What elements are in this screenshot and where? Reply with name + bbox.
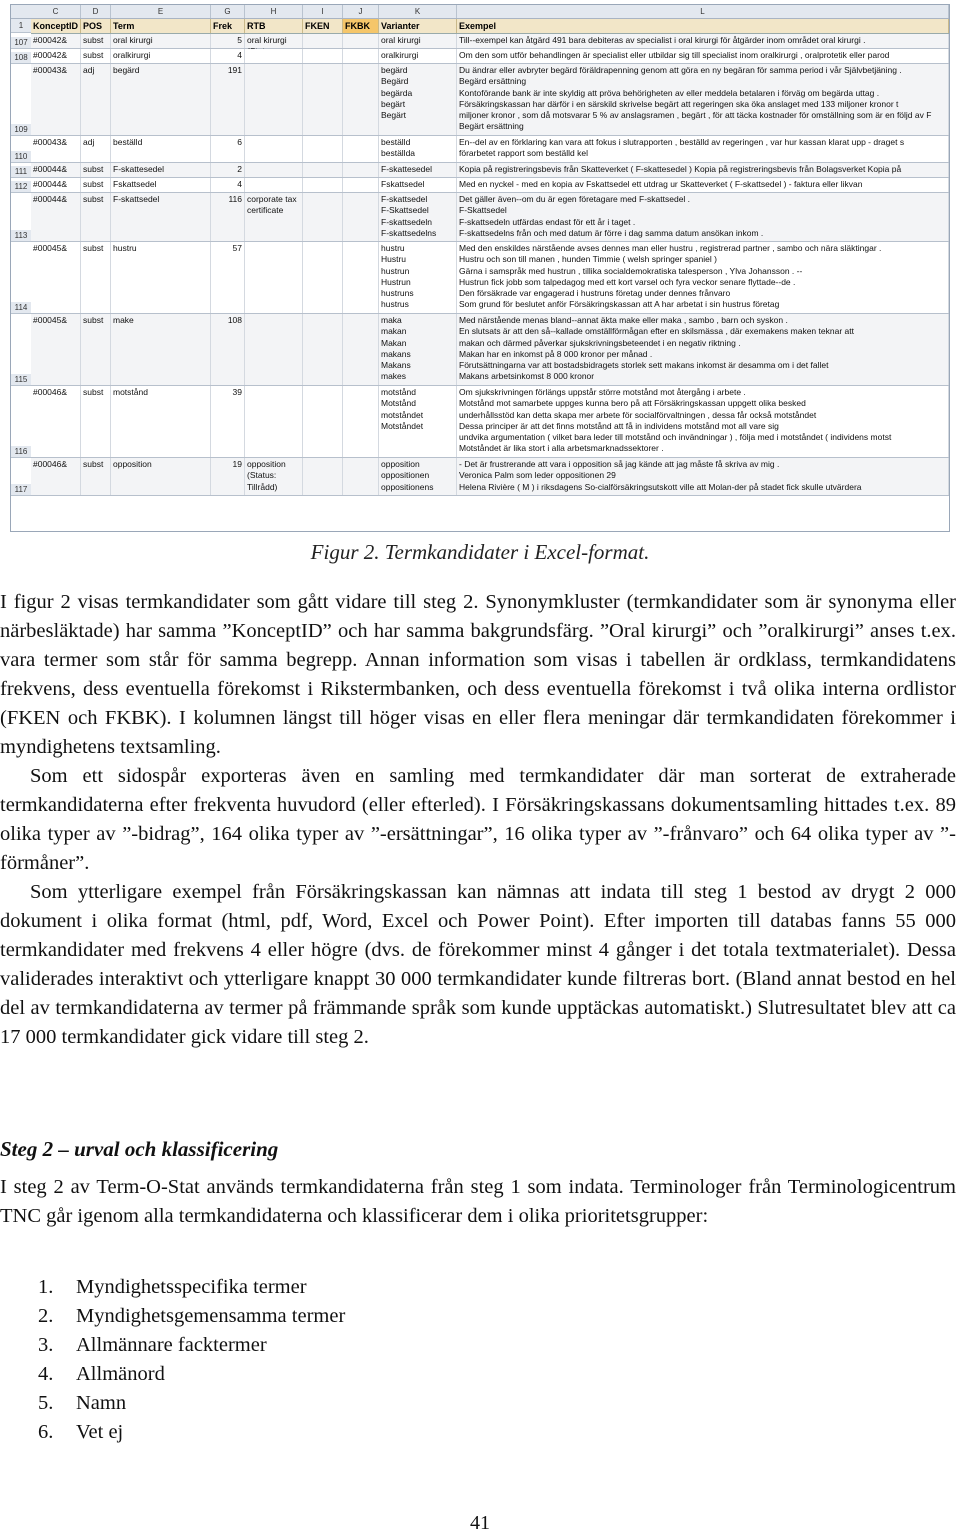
cell-line: Det gäller även--om du är egen företagare med F-skattsedel . (459, 194, 691, 204)
cell-line: En slutsats är att den så--kallade omställförmågan efter en skilsmässa , där exemakens maken teknar att (459, 326, 854, 337)
table-cell (343, 178, 379, 192)
cell-line: Till--exempel kan åtgärd 491 bara debiteras av specialist i oral kirurgi för åtgärder inom området oral kirurgi . (459, 35, 866, 45)
column-letter: K (379, 5, 457, 18)
table-row (31, 49, 949, 64)
table-cell: opposition (111, 458, 211, 495)
table-cell: begärd (111, 64, 211, 135)
table-cell (457, 242, 949, 313)
table-row (31, 386, 949, 458)
cell-line: makans (381, 348, 411, 359)
row-number: 109 (11, 124, 31, 136)
paragraph: I steg 2 av Term-O-Stat används termkandidaterna från steg 1 som indata. Terminologer från Terminologicentrum TNC går igenom alla termkandidaterna och klassificerar dem i olika prioritetsgrupper: (0, 1176, 956, 1227)
cell-line: hustru (381, 243, 405, 253)
cell-line: Helena Rivière ( M ) i riksdagens So-cialförsäkringsutskott ville att Molan-der på stadet fick skulle utvärdera (459, 481, 862, 492)
table-cell (379, 242, 457, 313)
table-cell (379, 163, 457, 177)
column-header: Frek (211, 19, 245, 33)
column-letter: L (457, 5, 949, 18)
table-cell (457, 458, 949, 495)
cell-line: oppositionen (381, 470, 430, 481)
table-cell: 191 (211, 64, 245, 135)
table-cell (245, 178, 303, 192)
cell-line: underhållsstöd kan detta skapa mer arbete för socialförvaltningen , dessa får också motståndet (459, 409, 817, 420)
list-item: 4. Allmänord (38, 1363, 165, 1385)
column-header: KonceptID (31, 19, 81, 33)
cell-line: maka (381, 315, 402, 325)
table-cell (245, 64, 303, 135)
table-cell (245, 314, 303, 385)
column-letter: H (245, 5, 303, 18)
table-cell (343, 34, 379, 48)
table-cell: subst (81, 386, 111, 457)
table-cell (303, 242, 343, 313)
list-item: 5. Namn (38, 1392, 127, 1414)
table-cell (457, 386, 949, 457)
table-cell (343, 163, 379, 177)
table-cell (379, 34, 457, 48)
excel-figure (10, 4, 950, 532)
paragraph: Som ett sidospår exporteras även en samling med termkandidater där man sorterat de extraherade termkandidaterna efter frekventa huvudord (eller efterled). I Försäkringskassans dokumentsamling hittades t.ex. 89 olika typer av ”-bidrag”, 164 olika typer av ”-ersättningar”, 16 olika typer av ”-frånvaro” och 64 olika typer av ”-förmåner”. (0, 765, 956, 874)
body-text (0, 588, 956, 1052)
column-letter: J (343, 5, 379, 18)
column-header: POS (81, 19, 111, 33)
cell-line: Kontoförande bank är inte skyldig att pröva behörigheten av eller meddela betalaren i förväg om begärda uttag . (459, 87, 880, 98)
table-cell (245, 136, 303, 162)
row-number: 116 (11, 446, 31, 458)
cell-line: Motståndet (381, 420, 424, 431)
cell-line: opposition (381, 459, 420, 469)
table-row (31, 242, 949, 314)
table-cell (245, 386, 303, 457)
table-row (31, 193, 949, 242)
page-number: 41 (470, 1512, 490, 1534)
cell-line: Motstånd mot samarbete uppges kunna bero på att Försäkringskassan uppgett olika besked (459, 398, 806, 409)
table-cell: #00046& (31, 386, 81, 457)
table-cell: F-skattsedel (111, 193, 211, 241)
cell-line: Hustrun fick jobb som talpedagog med ett kort varsel och fyra veckor senare flyttade--de . (459, 276, 796, 287)
cell-line: F-skattsedel (381, 194, 428, 204)
table-cell (303, 386, 343, 457)
cell-line: Som grund för beslutet anför Försäkringskassan att A har arbetat i sin hustrus företag (459, 299, 780, 310)
table-cell: subst (81, 242, 111, 313)
table-cell (303, 136, 343, 162)
table-cell: #00045& (31, 242, 81, 313)
cell-line: Begärt (381, 110, 407, 121)
table-cell: subst (81, 34, 111, 48)
table-cell: beställd (111, 136, 211, 162)
row-number: 107 (11, 37, 31, 49)
row-number: 112 (11, 181, 31, 193)
cell-line: Kopia på registreringsbevis från Skatteverket ( F-skattesedel ) Kopia på registreringsbevis från Bolagsverket Kopia på (459, 164, 902, 174)
row-number: 117 (11, 484, 31, 496)
section-heading: Steg 2 – urval och klassificering (0, 1137, 279, 1161)
table-row (31, 314, 949, 386)
cell-line: motståndet (381, 409, 424, 420)
cell-line: Om den som utför behandlingen är specialist eller utbildar sig till specialist inom oralkirurgi , oralprotetik eller parod (459, 50, 890, 60)
table-cell: 6 (211, 136, 245, 162)
table-cell (379, 64, 457, 135)
cell-line: hustruns (381, 288, 414, 299)
table-cell (457, 178, 949, 192)
table-cell (343, 136, 379, 162)
cell-line: Makans arbetsinkomst 8 000 kronor (459, 371, 595, 382)
cell-line: Makan har en inkomst på 8 000 kronor per månad . (459, 348, 653, 359)
table-cell (379, 178, 457, 192)
table-cell (379, 386, 457, 457)
cell-line: Makans (381, 360, 411, 371)
row-number: 108 (11, 52, 31, 64)
column-letter-header (11, 5, 949, 19)
cell-line: hustrun (381, 265, 410, 276)
cell-line: begärt (381, 98, 406, 109)
table-cell: subst (81, 314, 111, 385)
column-letter: D (81, 5, 111, 18)
table-cell: 116 (211, 193, 245, 241)
table-row (31, 64, 949, 136)
cell-line: begärd (381, 65, 408, 75)
table-cell (379, 193, 457, 241)
table-cell (303, 34, 343, 48)
cell-line: Makan (381, 337, 407, 348)
table-cell (343, 242, 379, 313)
cell-line: beställda (381, 148, 416, 159)
cell-line: förarbetet rapport som beställd kel (459, 148, 588, 159)
table-cell (457, 163, 949, 177)
row-number: 115 (11, 374, 31, 386)
table-cell (379, 314, 457, 385)
table-cell (343, 458, 379, 495)
column-header: RTB (245, 19, 303, 33)
cell-line: Med en nyckel - med en kopia av Fskattsedel ett utdrag ur Skatteverket ( F-skattsedel ) - faktura eller likvan (459, 179, 863, 189)
table-cell (303, 64, 343, 135)
table-cell (457, 314, 949, 385)
table-header-row (31, 19, 949, 34)
cell-line: F-skattesedel (381, 164, 433, 174)
cell-line: Begärd (381, 76, 409, 87)
table-cell (245, 163, 303, 177)
table-cell: hustru (111, 242, 211, 313)
table-cell (457, 193, 949, 241)
row-number: 110 (11, 151, 31, 163)
table-row (31, 136, 949, 163)
table-cell: #00046& (31, 458, 81, 495)
cell-line: F-skattsedelns (381, 227, 437, 238)
cell-line: F-Skattsedel (381, 205, 429, 216)
table-cell (245, 49, 303, 63)
paragraph: Som ytterligare exempel från Försäkringskassan kan nämnas att indata till steg 1 bestod av drygt 2 000 dokument i olika format (html, pdf, Word, Excel och Power Point). Efter importen till databas fanns 55 000 termkandidater med frekvens 4 eller högre (dvs. de förekommer minst 4 gånger i det totala textmaterialet). Dessa validerades interaktivt och ytterligare knappt 30 000 termkandidater kunde filtreras bort. (Bland annat bestod en hel del av termkandidaterna av termer på främmande språk som kunde upptäckas automatiskt.) Slutresultatet blev att ca 17 000 termkandidater gick vidare till steg 2. (0, 881, 956, 1048)
table-cell: subst (81, 193, 111, 241)
table-cell (457, 49, 949, 63)
table-cell: #00044& (31, 193, 81, 241)
table-cell (457, 64, 949, 135)
row-number: 114 (11, 302, 31, 314)
table-cell: #00043& (31, 136, 81, 162)
cell-line: - Det är frustrerande att vara i opposition så jag kände att jag måste få skriva av mig . (459, 459, 780, 469)
table-cell (303, 458, 343, 495)
table-cell: #00042& (31, 34, 81, 48)
table-cell: 4 (211, 49, 245, 63)
cell-line: Begärd ersättning (459, 76, 527, 87)
cell-line: Motståndet är lika stort i alla arbetsmarknadssektorer . (459, 443, 664, 454)
column-letter: C (31, 5, 81, 18)
table-cell (379, 136, 457, 162)
cell-line: motstånd (381, 387, 416, 397)
table-cell (343, 193, 379, 241)
cell-line: Hustru och son till manen , hunden Timmie ( welsh springer spaniel ) (459, 254, 717, 265)
paragraph: I figur 2 visas termkandidater som gått vidare till steg 2. Synonymkluster (termkandidater som är synonyma eller närbesläktade) har samma ”KonceptID” och har samma bakgrundsfärg. ”Oral kirurgi” och ”oralkirurgi” anses t.ex. vara termer som står för samma begrepp. Annan information som visas i tabellen är ordklass, termkandidatens frekvens, dess eventuella förekomst i Rikstermbanken, och dess eventuella förekomst i två olika interna ordlistor (FKEN och FKBK). I kolumnen längst till höger visas en eller flera meningar där termkandidaten förekommer i myndighetens textsamling. (0, 591, 956, 758)
table-cell: oral kirurgi (111, 34, 211, 48)
list-item: 2. Myndighetsgemensamma termer (38, 1305, 346, 1327)
table-cell (303, 314, 343, 385)
column-header: FKEN (303, 19, 343, 33)
table-cell: opposition (Status: Tillrådd) (245, 458, 303, 495)
cell-line: Begärt ersättning (459, 121, 524, 132)
column-header: Exempel (457, 19, 949, 33)
table-cell: #00042& (31, 49, 81, 63)
cell-line: Veronica Palm som leder oppositionen 29 (459, 470, 616, 481)
figure-caption: Figur 2. Termkandidater i Excel-format. (310, 540, 650, 564)
column-header: Term (111, 19, 211, 33)
table-cell: subst (81, 178, 111, 192)
table-cell: make (111, 314, 211, 385)
column-letter: E (111, 5, 211, 18)
cell-line: Gärna i samspråk med hustrun , tillika socialdemokratiska talesperson , Ylva Johansson . -- (459, 265, 803, 276)
table-cell: adj (81, 64, 111, 135)
cell-line: beställd (381, 137, 411, 147)
cell-line: F-Skattsedel (459, 205, 507, 216)
cell-line: En--del av en förklaring kan vara att fokus i slutrapporten , beställd av regeringen , var hur kassan klarat upp - draget s (459, 137, 905, 147)
cell-line: Med närstående menas bland--annat äkta make eller maka , sambo , barn och syskon . (459, 315, 788, 325)
table-cell: adj (81, 136, 111, 162)
table-cell: 108 (211, 314, 245, 385)
table-cell: 4 (211, 178, 245, 192)
cell-line: Fskattsedel (381, 179, 425, 189)
table-cell: #00044& (31, 178, 81, 192)
column-letter: I (303, 5, 343, 18)
cell-line: Den försäkrade var engagerad i hustruns företag under dennes frånvaro (459, 288, 731, 299)
list-item: 3. Allmännare facktermer (38, 1334, 267, 1356)
table-cell: subst (81, 163, 111, 177)
table-cell: oral kirurgi (245, 34, 303, 48)
table-cell: corporate tax certificate (245, 193, 303, 241)
table-row (31, 34, 949, 49)
cell-line: Förutsättningarna var att bostadsbidragets storlek sett makans inkomst är desamma om i det fallet (459, 360, 829, 371)
list-item: 1. Myndighetsspecifika termer (38, 1276, 307, 1298)
cell-line: Motstånd (381, 398, 416, 409)
table-cell: subst (81, 458, 111, 495)
table-cell: 5 (211, 34, 245, 48)
table-cell (379, 49, 457, 63)
table-cell: F-skattesedel (111, 163, 211, 177)
table-cell: subst (81, 49, 111, 63)
table-cell: oralkirurgi (111, 49, 211, 63)
cell-line: makes (381, 371, 407, 382)
priority-list (38, 1273, 345, 1447)
table-cell (303, 49, 343, 63)
row-number: 111 (11, 166, 31, 178)
table-row (31, 458, 949, 496)
table-cell: Fskattsedel (111, 178, 211, 192)
table-cell (303, 193, 343, 241)
table-cell (343, 64, 379, 135)
cell-line: makan och därmed påverkar sjukskrivningsbeteendet i en negativ riktning . (459, 337, 741, 348)
table-cell (457, 136, 949, 162)
column-header: FKBK (343, 19, 379, 33)
cell-line: Dessa principer är att det finns motstånd att få in individens motstånd mot all vare sig (459, 420, 779, 431)
cell-line: makan (381, 326, 407, 337)
cell-line: Om sjukskrivningen förlängs uppstår större motstånd mot återgång i arbete . (459, 387, 746, 397)
cell-line: oral kirurgi (381, 35, 421, 45)
table-cell (379, 458, 457, 495)
table-cell (303, 163, 343, 177)
cell-line: Hustrun (381, 276, 411, 287)
table-cell: 39 (211, 386, 245, 457)
table-cell (303, 178, 343, 192)
table-cell: 57 (211, 242, 245, 313)
cell-line: F-skattsedeln utfärdas endast för ett år i taget . (459, 216, 636, 227)
table-cell (343, 386, 379, 457)
table-cell: #00045& (31, 314, 81, 385)
table-cell: 2 (211, 163, 245, 177)
table-cell: #00044& (31, 163, 81, 177)
step2-text (0, 1173, 956, 1231)
cell-line: Försäkringskassan har därför i en särskild skrivelse begärt att regeringen ska öka anslaget med 133 miljoner kronor t (459, 98, 899, 109)
table-cell (457, 34, 949, 48)
cell-line: oralkirurgi (381, 50, 419, 60)
cell-line: undvika argumentation ( vilket bara leder till motstånd och invändningar ) , följa med i motståndet ( individens motst (459, 432, 892, 443)
cell-line: oppositionens (381, 481, 434, 492)
table-cell (245, 242, 303, 313)
column-letter: G (211, 5, 245, 18)
cell-line: Med den enskildes närstående avses dennes man eller hustru , registrerad partner , sambo och nära släktingar . (459, 243, 882, 253)
row-number: 1 (11, 19, 31, 33)
table-cell: 19 (211, 458, 245, 495)
cell-line: F-skattsedelns från och med datum är förre i dag samma datum ansökan inkom . (459, 227, 764, 238)
column-header: Varianter (379, 19, 457, 33)
row-number: 113 (11, 230, 31, 242)
cell-line: Du ändrar eller avbryter begärd föräldrapenning genom att göra en ny begäran för samma period i vår Självbetjäning . (459, 65, 902, 75)
table-cell: #00043& (31, 64, 81, 135)
cell-line: begärda (381, 87, 413, 98)
cell-line: miljoner kronor , som då motsvarar 5 % av anslagsramen , begärt , för att täcka kostnader för omställning som är en följd av F (459, 110, 932, 121)
table-cell (343, 49, 379, 63)
cell-line: hustrus (381, 299, 409, 310)
cell-line: F-skattsedeln (381, 216, 433, 227)
cell-line: Hustru (381, 254, 407, 265)
table-row (31, 178, 949, 193)
table-row (31, 163, 949, 178)
table-cell (343, 314, 379, 385)
table-cell: motstånd (111, 386, 211, 457)
list-item: 6. Vet ej (38, 1421, 124, 1443)
